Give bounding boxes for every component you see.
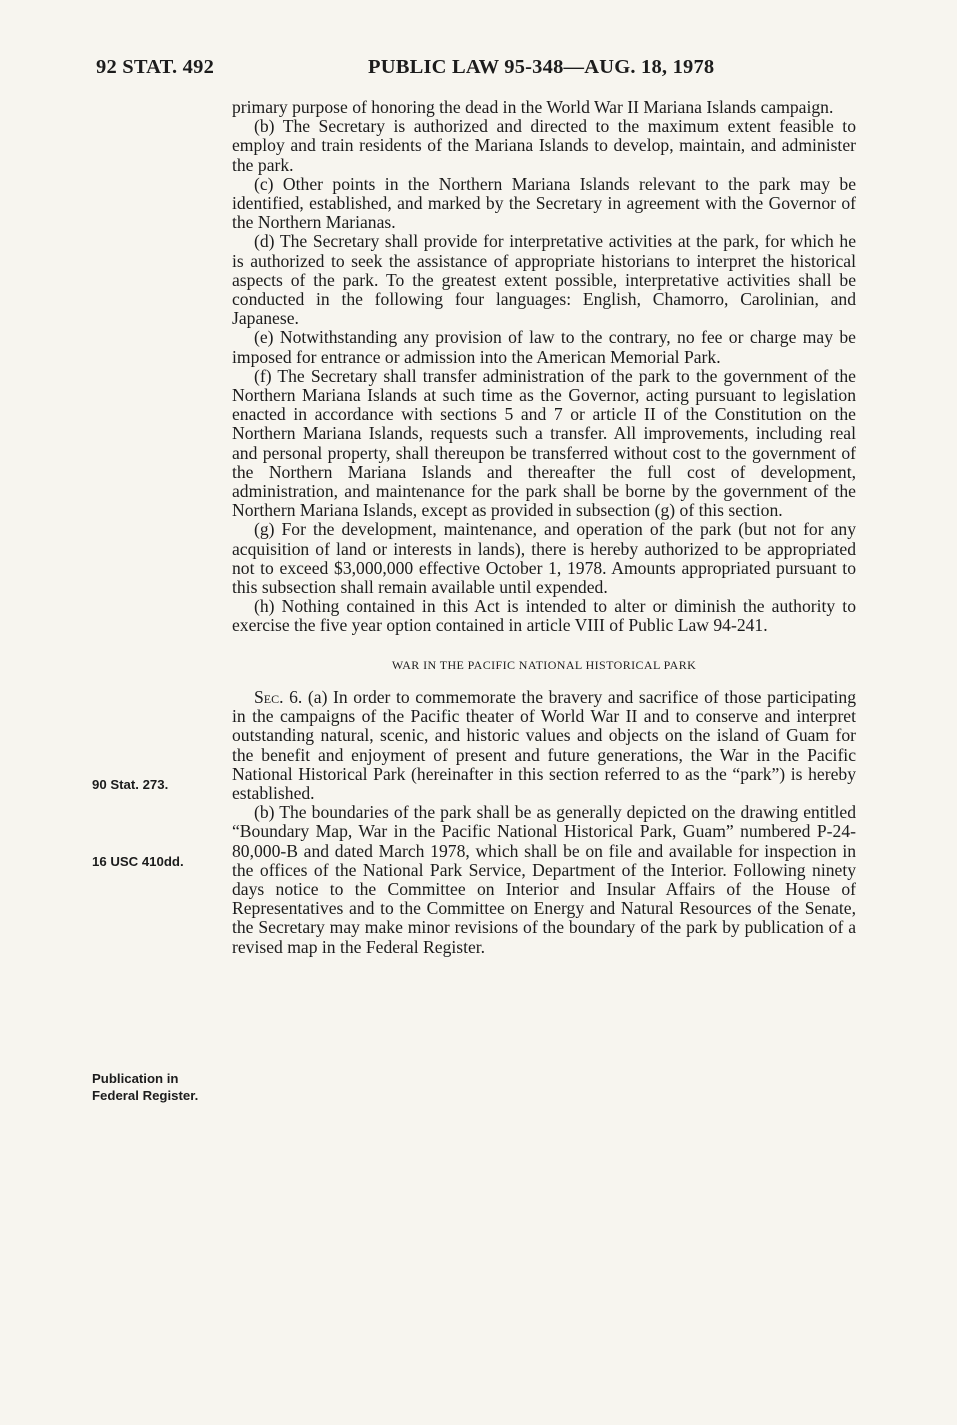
- paragraph-d: (d) The Secretary shall provide for interpretative activities at the park, for which he is authorized to seek the assistance of appropriate historians to interpret the historical aspects of the park. To the greatest extent possible, interpretative activities shall be conducted in the following four languages: English, Chamorro, Carolinian, and Japanese.: [232, 231, 856, 329]
- section-heading: WAR IN THE PACIFIC NATIONAL HISTORICAL PARK: [391, 657, 697, 672]
- paragraph-f: (f) The Secretary shall transfer administration of the park to the government of the Northern Mariana Islands at such time as the Governor, acting pursuant to legislation enacted in accordance with sections 5 and 7 or article II of the Constitution on the Northern Mariana Islands, requests such a transfer. All improvements, including real and personal property, shall thereupon be transferred without cost to the government of the Northern Mariana Islands and thereafter the full cost of development, administration, and maintenance for the park shall be borne by the government of the Northern Mariana Islands, except as provided in subsection (g) of this section.: [232, 365, 856, 521]
- page-header: [96, 56, 862, 86]
- body-text: [232, 98, 856, 957]
- section-6-label: Sec. 6.: [254, 686, 303, 707]
- margin-note-publication: [92, 1070, 232, 1104]
- paragraph-h: (h) Nothing contained in this Act is intended to alter or diminish the authority to exercise the five year option contained in article VIII of Public Law 94-241.: [232, 596, 856, 636]
- stat-page-number: 92 STAT. 492: [96, 56, 215, 78]
- section-6-a-text: (a) In order to commemorate the bravery and sacrifice of those participating in the campaigns of the Pacific theater of World War II and to conserve and interpret outstanding natural, scenic, and historic values and objects on the island of Guam for the benefit and enjoyment of present and future generations, the War in the Pacific National Historical Park (hereinafter in this section referred to as the “park”) is hereby established.: [232, 686, 856, 803]
- margin-note-stat-ref: 90 Stat. 273.: [92, 777, 169, 792]
- paragraph-g: (g) For the development, maintenance, and operation of the park (but not for any acquisition of land or interests in lands), there is hereby authorized to be appropriated not to exceed $3,000,000 effective October 1, 1978. Amounts appropriated pursuant to this subsection shall remain available until expended.: [232, 519, 856, 598]
- margin-note-publication-line1: Publication in: [92, 1071, 179, 1086]
- paragraph-c: (c) Other points in the Northern Mariana Islands relevant to the park may be identified, established, and marked by the Secretary in agreement with the Governor of the Northern Marianas.: [232, 173, 856, 233]
- paragraph-e: (e) Notwithstanding any provision of law to the contrary, no fee or charge may be imposed for entrance or admission into the American Memorial Park.: [232, 327, 856, 367]
- public-law-title: PUBLIC LAW 95-348—AUG. 18, 1978: [368, 56, 715, 78]
- section-6-paragraph-b: (b) The boundaries of the park shall be as generally depicted on the drawing entitled “Boundary Map, War in the Pacific National Historical Park, Guam” numbered P-24-80,000-B and dated March 1978, which shall be on file and available for inspection in the offices of the National Park Service, Department of the Interior. Following ninety days notice to the Committee on Interior and Insular Affairs of the House of Representatives and to the Committee on Energy and Natural Resources of the Senate, the Secretary may make minor revisions of the boundary of the park by publication of a revised map in the Federal Register.: [232, 802, 856, 957]
- margin-note-usc: 16 USC 410dd.: [92, 854, 184, 869]
- paragraph-a-continued: primary purpose of honoring the dead in the World War II Mariana Islands campaign.: [232, 97, 834, 117]
- section-6-paragraph-a: [232, 688, 856, 803]
- margin-note-publication-line2: Federal Register.: [92, 1088, 199, 1103]
- paragraph-b: (b) The Secretary is authorized and directed to the maximum extent feasible to employ and train residents of the Mariana Islands to develop, maintain, and administer the park.: [232, 116, 856, 175]
